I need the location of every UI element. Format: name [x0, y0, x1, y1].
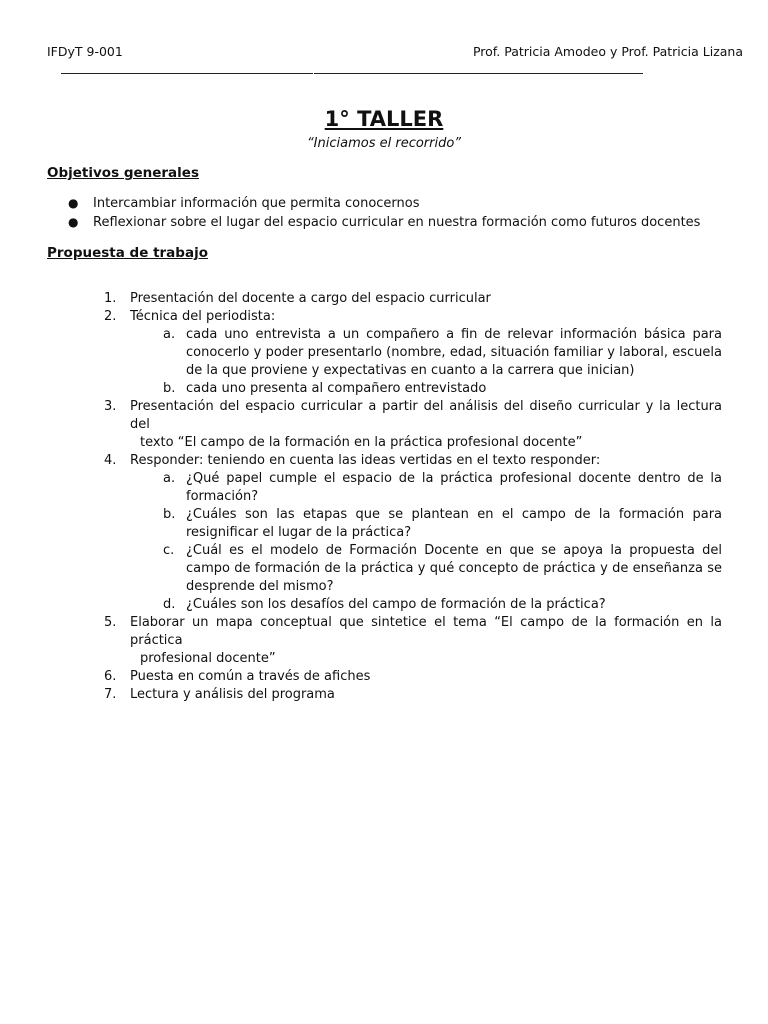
item-text: Lectura y análisis del programa [130, 687, 335, 702]
item-number: 4. [104, 453, 117, 468]
item-text: ¿Cuáles son los desafíos del campo de formación de la práctica? [186, 597, 606, 612]
item-text: Elaborar un mapa conceptual que sintetice el tema “El campo de la formación en la práctica [130, 615, 722, 648]
list-item [0, 668, 768, 686]
document-title: 1° TALLER [324, 107, 444, 131]
item-number: 3. [104, 399, 117, 414]
objetivo-item [68, 194, 728, 213]
item-number: 5. [104, 615, 117, 630]
item-text: ¿Cuáles son las etapas que se plantean en el campo de la formación para resignificar el lugar de la práctica? [186, 507, 722, 540]
document-subtitle: “Iniciamos el recorrido” [306, 136, 462, 151]
item-letter: d. [163, 597, 176, 612]
item-letter: a. [163, 327, 176, 342]
item-letter: c. [163, 543, 175, 558]
item-letter: a. [163, 471, 176, 486]
propuesta-list [0, 290, 768, 704]
list-subitem [0, 380, 768, 398]
bullet-icon: ● [68, 215, 79, 229]
header-left: IFDyT 9-001 [47, 44, 123, 59]
objetivos-list [68, 194, 728, 232]
item-text: Presentación del docente a cargo del espacio curricular [130, 291, 491, 306]
list-subitem [0, 506, 768, 542]
item-number: 7. [104, 687, 117, 702]
item-text-continued: profesional docente” [140, 651, 276, 666]
list-item [0, 452, 768, 470]
item-text: Puesta en común a través de afiches [130, 669, 371, 684]
list-item [0, 308, 768, 326]
list-item [0, 398, 768, 452]
objetivo-text: Intercambiar información que permita conocernos [93, 196, 420, 211]
item-number: 1. [104, 291, 117, 306]
item-text: cada uno presenta al compañero entrevistado [186, 381, 487, 396]
item-number: 2. [104, 309, 117, 324]
objetivo-text: Reflexionar sobre el lugar del espacio curricular en nuestra formación como futuros docentes [93, 215, 701, 230]
bullet-icon: ● [68, 196, 79, 210]
item-letter: b. [163, 507, 176, 522]
item-text: ¿Qué papel cumple el espacio de la práctica profesional docente dentro de la formación? [186, 471, 722, 504]
item-letter: b. [163, 381, 176, 396]
objetivos-heading: Objetivos generales [47, 165, 199, 181]
propuesta-heading: Propuesta de trabajo [47, 245, 208, 261]
list-subitem [0, 470, 768, 506]
header-rule-right [314, 73, 643, 74]
item-text: Responder: teniendo en cuenta las ideas vertidas en el texto responder: [130, 453, 601, 468]
list-item [0, 614, 768, 668]
list-item [0, 686, 768, 704]
list-subitem [0, 596, 768, 614]
list-subitem [0, 326, 768, 380]
objetivo-item [68, 213, 728, 232]
item-text: cada uno entrevista a un compañero a fin de relevar información básica para conocerlo y poder presentarlo (nombre, edad, situación familiar y laboral, escuela de la que proviene y expectativas en cuanto a la carrera que inician) [186, 327, 722, 378]
list-subitem [0, 542, 768, 596]
item-text: ¿Cuál es el modelo de Formación Docente en que se apoya la propuesta del campo de formación de la práctica y qué concepto de práctica y de enseñanza se desprende del mismo? [186, 543, 722, 594]
header-right: Prof. Patricia Amodeo y Prof. Patricia Lizana [472, 44, 743, 59]
list-item [0, 290, 768, 308]
item-number: 6. [104, 669, 117, 684]
item-text: Presentación del espacio curricular a partir del análisis del diseño curricular y la lectura del [130, 399, 722, 432]
item-text: Técnica del periodista: [130, 309, 276, 324]
item-text-continued: texto “El campo de la formación en la práctica profesional docente” [140, 435, 583, 450]
header-rule-left [61, 73, 313, 74]
